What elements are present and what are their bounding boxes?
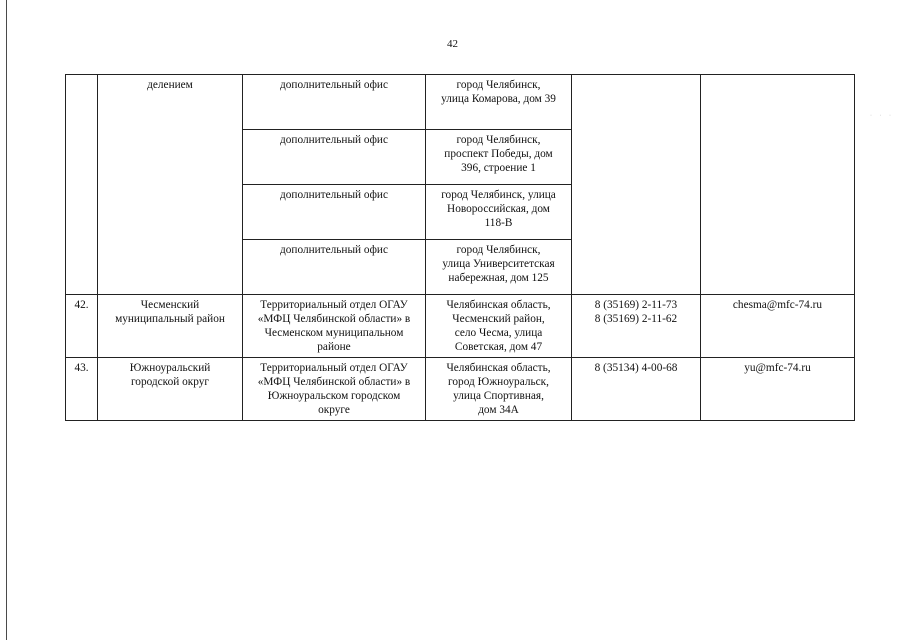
address-line: улица Спортивная, [453, 390, 544, 402]
address-line: город Челябинск, [456, 79, 541, 91]
office-line: Территориальный отдел ОГАУ [260, 299, 408, 311]
office-line: «МФЦ Челябинской области» в [257, 313, 411, 325]
email-cell [701, 295, 855, 358]
phone-number: 8 (35169) 2-11-62 [594, 313, 678, 325]
address-line: город Челябинск, улица [441, 189, 556, 201]
office-type: дополнительный офис [280, 134, 388, 146]
phone-cell [572, 295, 701, 358]
address-line: 396, строение 1 [461, 162, 536, 174]
district-line: Южноуральский [129, 362, 211, 374]
district-line: муниципальный район [115, 313, 225, 325]
address-line: улица Университетская [442, 258, 555, 270]
address-line: проспект Победы, дом [444, 148, 553, 160]
row-number-cell [66, 358, 98, 421]
district-cell [98, 358, 243, 421]
scan-left-border [6, 0, 7, 640]
address-line: село Чесма, улица [454, 327, 543, 339]
address-line: Советская, дом 47 [454, 341, 543, 353]
office-line: Южноуральском городском [267, 390, 401, 402]
address-cell [426, 130, 572, 185]
table-row [66, 75, 855, 130]
page-number: 42 [447, 38, 458, 50]
address-cell [426, 295, 572, 358]
address-cell [426, 75, 572, 130]
email-cell [701, 75, 855, 295]
email-cell [701, 358, 855, 421]
mfc-offices-table [65, 74, 855, 421]
phone-cell [572, 75, 701, 295]
office-type-cell [243, 130, 426, 185]
address-line: Челябинская область, [446, 362, 551, 374]
office-line: Чесменском муниципальном [264, 327, 404, 339]
office-type-cell [243, 75, 426, 130]
address-line: город Челябинск, [456, 244, 541, 256]
office-type-cell [243, 185, 426, 240]
office-cell [243, 358, 426, 421]
address-line: 118-В [484, 217, 513, 229]
address-line: город Челябинск, [456, 134, 541, 146]
row-number: 43. [74, 362, 89, 374]
email-address: yu@mfc-74.ru [744, 362, 811, 374]
district-cell [98, 75, 243, 295]
office-type: дополнительный офис [280, 79, 388, 91]
district-fragment: делением [147, 79, 193, 91]
phone-number: 8 (35169) 2-11-73 [594, 299, 678, 311]
office-line: Территориальный отдел ОГАУ [260, 362, 408, 374]
address-line: набережная, дом 125 [448, 272, 549, 284]
office-type: дополнительный офис [280, 244, 388, 256]
office-cell [243, 295, 426, 358]
address-cell [426, 185, 572, 240]
phone-number: 8 (35134) 4-00-68 [594, 362, 678, 374]
office-type: дополнительный офис [280, 189, 388, 201]
row-number: 42. [74, 299, 89, 311]
table-row [66, 358, 855, 421]
district-cell [98, 295, 243, 358]
office-type-cell [243, 240, 426, 295]
email-address: chesma@mfc-74.ru [732, 299, 823, 311]
row-number-cell [66, 295, 98, 358]
address-cell [426, 240, 572, 295]
office-line: районе [317, 341, 351, 353]
address-line: город Южноуральск, [448, 376, 549, 388]
district-line: Чесменский [140, 299, 200, 311]
address-line: улица Комарова, дом 39 [441, 93, 556, 105]
office-line: округе [318, 404, 350, 416]
office-line: «МФЦ Челябинской области» в [257, 376, 411, 388]
address-line: дом 34А [478, 404, 519, 416]
district-line: городской округ [130, 376, 210, 388]
phone-cell [572, 358, 701, 421]
address-cell [426, 358, 572, 421]
address-line: Новороссийская, дом [447, 203, 550, 215]
row-number-cell [66, 75, 98, 295]
address-line: Челябинская область, [446, 299, 551, 311]
scan-artifact: · · · [870, 113, 894, 119]
address-line: Чесменский район, [452, 313, 545, 325]
table-row [66, 295, 855, 358]
